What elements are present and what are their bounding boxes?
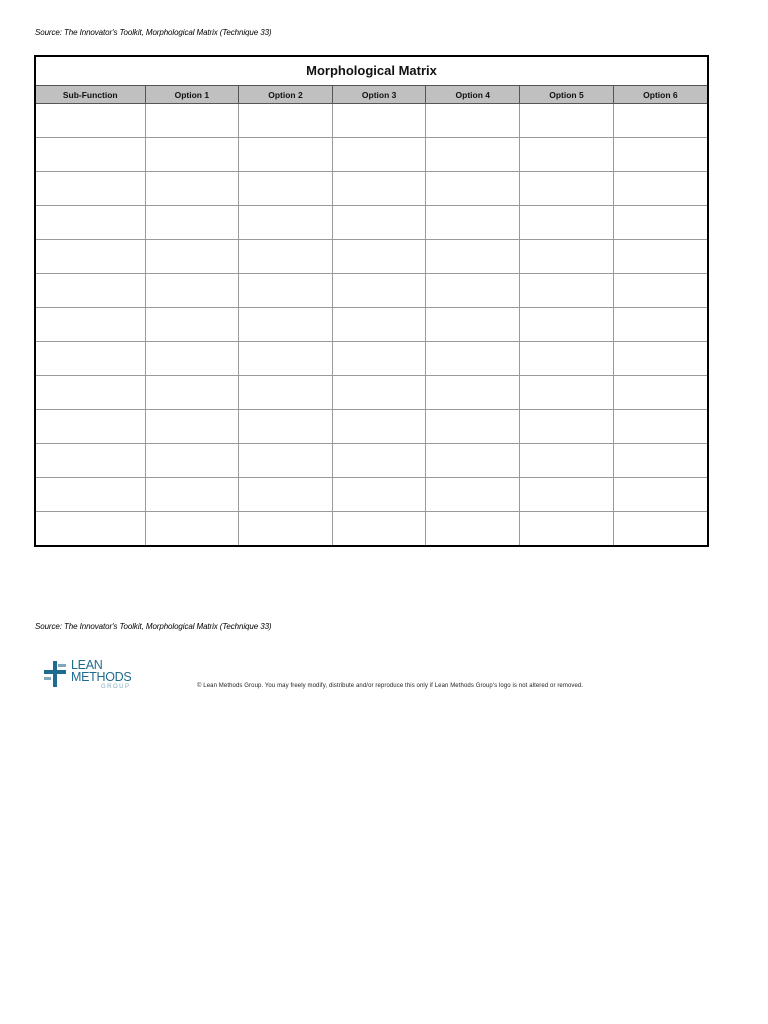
option-6-cell[interactable] (613, 104, 707, 138)
option-6-cell[interactable] (613, 138, 707, 172)
logo-line-methods: METHODS (71, 670, 132, 684)
matrix-row (36, 376, 707, 410)
option-4-cell[interactable] (426, 240, 520, 274)
option-6-cell[interactable] (613, 410, 707, 444)
option-1-cell[interactable] (145, 172, 239, 206)
sub-function-cell[interactable] (36, 172, 145, 206)
option-2-cell[interactable] (239, 274, 333, 308)
option-1-cell[interactable] (145, 104, 239, 138)
matrix-row (36, 274, 707, 308)
sub-function-cell[interactable] (36, 274, 145, 308)
option-5-cell[interactable] (520, 444, 614, 478)
option-2-cell[interactable] (239, 172, 333, 206)
logo-line-group: GROUP (101, 684, 131, 690)
sub-function-cell[interactable] (36, 376, 145, 410)
matrix-row (36, 512, 707, 546)
source-note-bottom: Source: The Innovator's Toolkit, Morphological Matrix (Technique 33) (35, 622, 272, 631)
option-6-cell[interactable] (613, 342, 707, 376)
matrix-title: Morphological Matrix (36, 57, 707, 86)
option-4-cell[interactable] (426, 308, 520, 342)
option-4-cell[interactable] (426, 138, 520, 172)
logo-wordmark (71, 659, 131, 683)
source-note-top: Source: The Innovator's Toolkit, Morphological Matrix (Technique 33) (35, 28, 272, 37)
option-5-cell[interactable] (520, 206, 614, 240)
option-2-cell[interactable] (239, 444, 333, 478)
option-6-cell[interactable] (613, 512, 707, 546)
option-5-cell[interactable] (520, 512, 614, 546)
option-5-cell[interactable] (520, 376, 614, 410)
option-1-cell[interactable] (145, 138, 239, 172)
matrix-row (36, 478, 707, 512)
matrix-row (36, 206, 707, 240)
matrix-row (36, 410, 707, 444)
option-2-cell[interactable] (239, 512, 333, 546)
option-4-cell[interactable] (426, 104, 520, 138)
option-1-cell[interactable] (145, 240, 239, 274)
sub-function-cell[interactable] (36, 308, 145, 342)
sub-function-cell[interactable] (36, 478, 145, 512)
option-3-cell[interactable] (332, 444, 426, 478)
option-1-cell[interactable] (145, 308, 239, 342)
option-3-cell[interactable] (332, 274, 426, 308)
option-5-cell[interactable] (520, 172, 614, 206)
option-2-cell[interactable] (239, 240, 333, 274)
option-6-cell[interactable] (613, 274, 707, 308)
option-3-cell[interactable] (332, 478, 426, 512)
sub-function-cell[interactable] (36, 410, 145, 444)
option-4-cell[interactable] (426, 444, 520, 478)
matrix-row (36, 444, 707, 478)
option-3-cell[interactable] (332, 138, 426, 172)
option-1-cell[interactable] (145, 410, 239, 444)
option-3-cell[interactable] (332, 376, 426, 410)
logo-line-lean: LEAN (71, 658, 103, 672)
option-3-cell[interactable] (332, 206, 426, 240)
matrix-row (36, 172, 707, 206)
header-option-2: Option 2 (239, 86, 333, 104)
option-1-cell[interactable] (145, 512, 239, 546)
option-4-cell[interactable] (426, 376, 520, 410)
option-5-cell[interactable] (520, 410, 614, 444)
header-option-1: Option 1 (145, 86, 239, 104)
option-4-cell[interactable] (426, 206, 520, 240)
matrix-row (36, 138, 707, 172)
copyright-notice: © Lean Methods Group. You may freely modify, distribute and/or reproduce this only if Lean Methods Group's logo is not altered or removed. (197, 683, 584, 689)
sub-function-cell[interactable] (36, 138, 145, 172)
option-1-cell[interactable] (145, 342, 239, 376)
option-4-cell[interactable] (426, 512, 520, 546)
option-3-cell[interactable] (332, 342, 426, 376)
header-option-3: Option 3 (332, 86, 426, 104)
option-5-cell[interactable] (520, 240, 614, 274)
sub-function-cell[interactable] (36, 240, 145, 274)
option-3-cell[interactable] (332, 104, 426, 138)
option-6-cell[interactable] (613, 444, 707, 478)
option-2-cell[interactable] (239, 410, 333, 444)
option-6-cell[interactable] (613, 172, 707, 206)
option-1-cell[interactable] (145, 274, 239, 308)
matrix-row (36, 342, 707, 376)
option-6-cell[interactable] (613, 206, 707, 240)
option-3-cell[interactable] (332, 410, 426, 444)
option-5-cell[interactable] (520, 478, 614, 512)
header-option-6: Option 6 (613, 86, 707, 104)
header-option-5: Option 5 (520, 86, 614, 104)
option-2-cell[interactable] (239, 342, 333, 376)
option-6-cell[interactable] (613, 478, 707, 512)
matrix-body (36, 104, 707, 546)
morphological-matrix (34, 55, 709, 547)
option-3-cell[interactable] (332, 240, 426, 274)
option-2-cell[interactable] (239, 138, 333, 172)
option-2-cell[interactable] (239, 376, 333, 410)
matrix-row (36, 308, 707, 342)
option-6-cell[interactable] (613, 240, 707, 274)
option-1-cell[interactable] (145, 206, 239, 240)
option-4-cell[interactable] (426, 172, 520, 206)
option-3-cell[interactable] (332, 512, 426, 546)
sub-function-cell[interactable] (36, 512, 145, 546)
lean-methods-logo-icon (44, 661, 68, 687)
matrix-table (36, 86, 707, 545)
option-2-cell[interactable] (239, 206, 333, 240)
lean-methods-logo (44, 659, 144, 693)
option-1-cell[interactable] (145, 444, 239, 478)
header-option-4: Option 4 (426, 86, 520, 104)
option-1-cell[interactable] (145, 376, 239, 410)
option-5-cell[interactable] (520, 342, 614, 376)
option-2-cell[interactable] (239, 478, 333, 512)
option-4-cell[interactable] (426, 342, 520, 376)
option-3-cell[interactable] (332, 172, 426, 206)
header-sub-function: Sub-Function (36, 86, 145, 104)
matrix-row (36, 104, 707, 138)
option-5-cell[interactable] (520, 104, 614, 138)
sub-function-cell[interactable] (36, 342, 145, 376)
option-3-cell[interactable] (332, 308, 426, 342)
option-4-cell[interactable] (426, 478, 520, 512)
sub-function-cell[interactable] (36, 104, 145, 138)
option-2-cell[interactable] (239, 104, 333, 138)
option-5-cell[interactable] (520, 274, 614, 308)
sub-function-cell[interactable] (36, 444, 145, 478)
header-row (36, 86, 707, 104)
option-6-cell[interactable] (613, 376, 707, 410)
option-6-cell[interactable] (613, 308, 707, 342)
option-5-cell[interactable] (520, 308, 614, 342)
option-4-cell[interactable] (426, 274, 520, 308)
option-4-cell[interactable] (426, 410, 520, 444)
option-2-cell[interactable] (239, 308, 333, 342)
option-1-cell[interactable] (145, 478, 239, 512)
sub-function-cell[interactable] (36, 206, 145, 240)
matrix-row (36, 240, 707, 274)
option-5-cell[interactable] (520, 138, 614, 172)
